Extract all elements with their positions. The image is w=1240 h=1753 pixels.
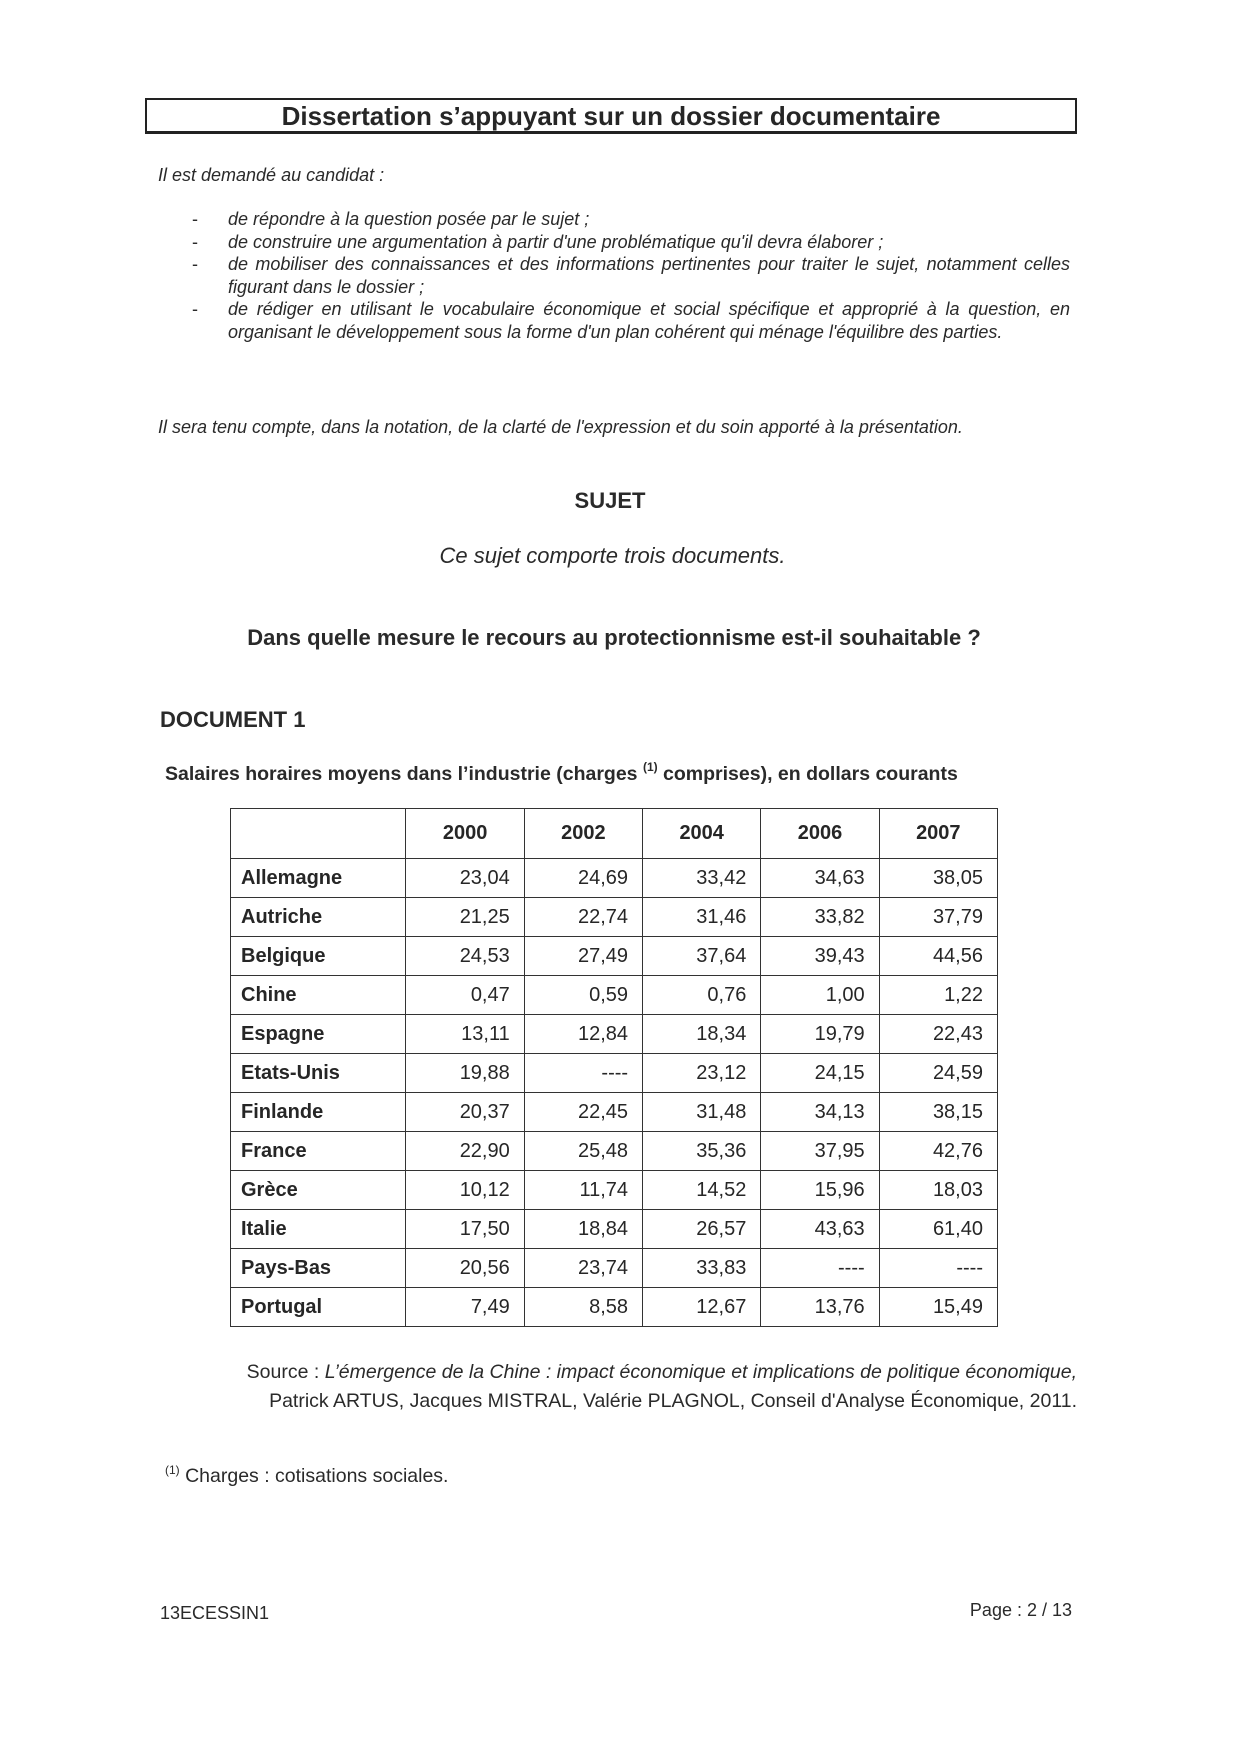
value-cell: 24,69	[524, 859, 642, 898]
value-cell: 23,04	[406, 859, 524, 898]
instructions-list	[190, 208, 1070, 343]
country-cell: Finlande	[231, 1093, 406, 1132]
table-title-note: (1)	[642, 760, 658, 774]
value-cell: 15,96	[761, 1171, 879, 1210]
table-row	[231, 898, 998, 937]
value-cell: 42,76	[879, 1132, 997, 1171]
value-cell: 22,90	[406, 1132, 524, 1171]
value-cell: 8,58	[524, 1288, 642, 1327]
year-header: 2006	[761, 809, 879, 859]
value-cell: 1,00	[761, 976, 879, 1015]
value-cell: 22,45	[524, 1093, 642, 1132]
value-cell: 10,12	[406, 1171, 524, 1210]
value-cell: 35,36	[643, 1132, 761, 1171]
value-cell: 0,59	[524, 976, 642, 1015]
country-cell: Italie	[231, 1210, 406, 1249]
table-row	[231, 1015, 998, 1054]
value-cell: 19,79	[761, 1015, 879, 1054]
value-cell: 11,74	[524, 1171, 642, 1210]
instruction-item: - de répondre à la question posée par le sujet ;	[190, 208, 1070, 231]
table-title	[165, 760, 958, 786]
value-cell: 14,52	[643, 1171, 761, 1210]
notation-text: Il sera tenu compte, dans la notation, de la clarté de l'expression et du soin apporté à la présentation.	[158, 417, 963, 437]
value-cell: 43,63	[761, 1210, 879, 1249]
table-row	[231, 937, 998, 976]
table-row	[231, 1249, 998, 1288]
value-cell: 34,13	[761, 1093, 879, 1132]
value-cell: 7,49	[406, 1288, 524, 1327]
value-cell: 26,57	[643, 1210, 761, 1249]
country-cell: Etats-Unis	[231, 1054, 406, 1093]
year-header: 2002	[524, 809, 642, 859]
value-cell: 37,95	[761, 1132, 879, 1171]
value-cell: 12,84	[524, 1015, 642, 1054]
value-cell: 21,25	[406, 898, 524, 937]
country-cell: France	[231, 1132, 406, 1171]
value-cell: 61,40	[879, 1210, 997, 1249]
table-corner-cell	[231, 809, 406, 859]
table-row	[231, 1093, 998, 1132]
instruction-item: - de rédiger en utilisant le vocabulaire économique et social spécifique et approprié à la question, en organisant le développement sous la forme d'un plan cohérent qui ménage l'équilibre des parties.	[190, 298, 1070, 343]
table-source	[190, 1358, 1077, 1416]
exam-code: 13ECESSIN1	[160, 1603, 270, 1623]
value-cell: 38,15	[879, 1093, 997, 1132]
country-cell: Portugal	[231, 1288, 406, 1327]
value-cell: 22,43	[879, 1015, 997, 1054]
value-cell: 33,83	[643, 1249, 761, 1288]
value-cell: 31,46	[643, 898, 761, 937]
value-cell: 33,82	[761, 898, 879, 937]
source-authors: Patrick ARTUS, Jacques MISTRAL, Valérie PLAGNOL, Conseil d'Analyse Économique, 2011.	[269, 1390, 1077, 1412]
table-row	[231, 1132, 998, 1171]
table-row	[231, 859, 998, 898]
footnote-text: Charges : cotisations sociales.	[179, 1465, 449, 1487]
value-cell: ----	[524, 1054, 642, 1093]
country-cell: Belgique	[231, 937, 406, 976]
sujet-heading: SUJET	[574, 488, 646, 513]
value-cell: 34,63	[761, 859, 879, 898]
source-title: L’émergence de la Chine : impact économique et implications de politique économique,	[324, 1361, 1077, 1383]
value-cell: 24,59	[879, 1054, 997, 1093]
year-header: 2007	[879, 809, 997, 859]
value-cell: 31,48	[643, 1093, 761, 1132]
page-title: Dissertation s’appuyant sur un dossier documentaire	[145, 98, 1077, 134]
value-cell: ----	[761, 1249, 879, 1288]
year-header: 2004	[643, 809, 761, 859]
value-cell: 37,79	[879, 898, 997, 937]
value-cell: 0,76	[643, 976, 761, 1015]
value-cell: 20,37	[406, 1093, 524, 1132]
value-cell: 12,67	[643, 1288, 761, 1327]
value-cell: 38,05	[879, 859, 997, 898]
value-cell: 13,76	[761, 1288, 879, 1327]
value-cell: 17,50	[406, 1210, 524, 1249]
intro-text: Il est demandé au candidat :	[158, 165, 385, 185]
table-row	[231, 1210, 998, 1249]
table-row	[231, 976, 998, 1015]
source-prefix: Source :	[246, 1361, 325, 1383]
table-title-text: Salaires horaires moyens dans l’industrie (charges	[165, 763, 638, 785]
instruction-item: - de construire une argumentation à partir d'une problématique qu'il devra élaborer ;	[190, 231, 1070, 254]
document-heading: DOCUMENT 1	[160, 707, 306, 732]
value-cell: 1,22	[879, 976, 997, 1015]
country-cell: Grèce	[231, 1171, 406, 1210]
value-cell: 19,88	[406, 1054, 524, 1093]
value-cell: 0,47	[406, 976, 524, 1015]
value-cell: 27,49	[524, 937, 642, 976]
value-cell: 37,64	[643, 937, 761, 976]
country-cell: Espagne	[231, 1015, 406, 1054]
year-header: 2000	[406, 809, 524, 859]
wages-table	[230, 808, 998, 1327]
footnote	[165, 1463, 448, 1488]
value-cell: 39,43	[761, 937, 879, 976]
country-cell: Pays-Bas	[231, 1249, 406, 1288]
country-cell: Autriche	[231, 898, 406, 937]
table-row	[231, 1171, 998, 1210]
value-cell: 33,42	[643, 859, 761, 898]
value-cell: 18,34	[643, 1015, 761, 1054]
value-cell: 44,56	[879, 937, 997, 976]
sujet-question: Dans quelle mesure le recours au protectionnisme est-il souhaitable ?	[247, 625, 981, 650]
table-title-text: comprises), en dollars courants	[663, 763, 958, 785]
value-cell: 23,74	[524, 1249, 642, 1288]
table-row	[231, 1054, 998, 1093]
footnote-mark: (1)	[165, 1463, 180, 1477]
value-cell: 25,48	[524, 1132, 642, 1171]
value-cell: 23,12	[643, 1054, 761, 1093]
value-cell: 24,53	[406, 937, 524, 976]
country-cell: Chine	[231, 976, 406, 1015]
value-cell: 18,84	[524, 1210, 642, 1249]
value-cell: 20,56	[406, 1249, 524, 1288]
value-cell: ----	[879, 1249, 997, 1288]
instruction-item: - de mobiliser des connaissances et des informations pertinentes pour traiter le sujet, notamment celles figurant dans le dossier ;	[190, 253, 1070, 298]
sujet-subtitle: Ce sujet comporte trois documents.	[439, 543, 786, 568]
table-row	[231, 1288, 998, 1327]
value-cell: 22,74	[524, 898, 642, 937]
table-header-row	[231, 809, 998, 859]
value-cell: 13,11	[406, 1015, 524, 1054]
value-cell: 15,49	[879, 1288, 997, 1327]
page-number: Page : 2 / 13	[969, 1600, 1072, 1620]
value-cell: 18,03	[879, 1171, 997, 1210]
value-cell: 24,15	[761, 1054, 879, 1093]
country-cell: Allemagne	[231, 859, 406, 898]
